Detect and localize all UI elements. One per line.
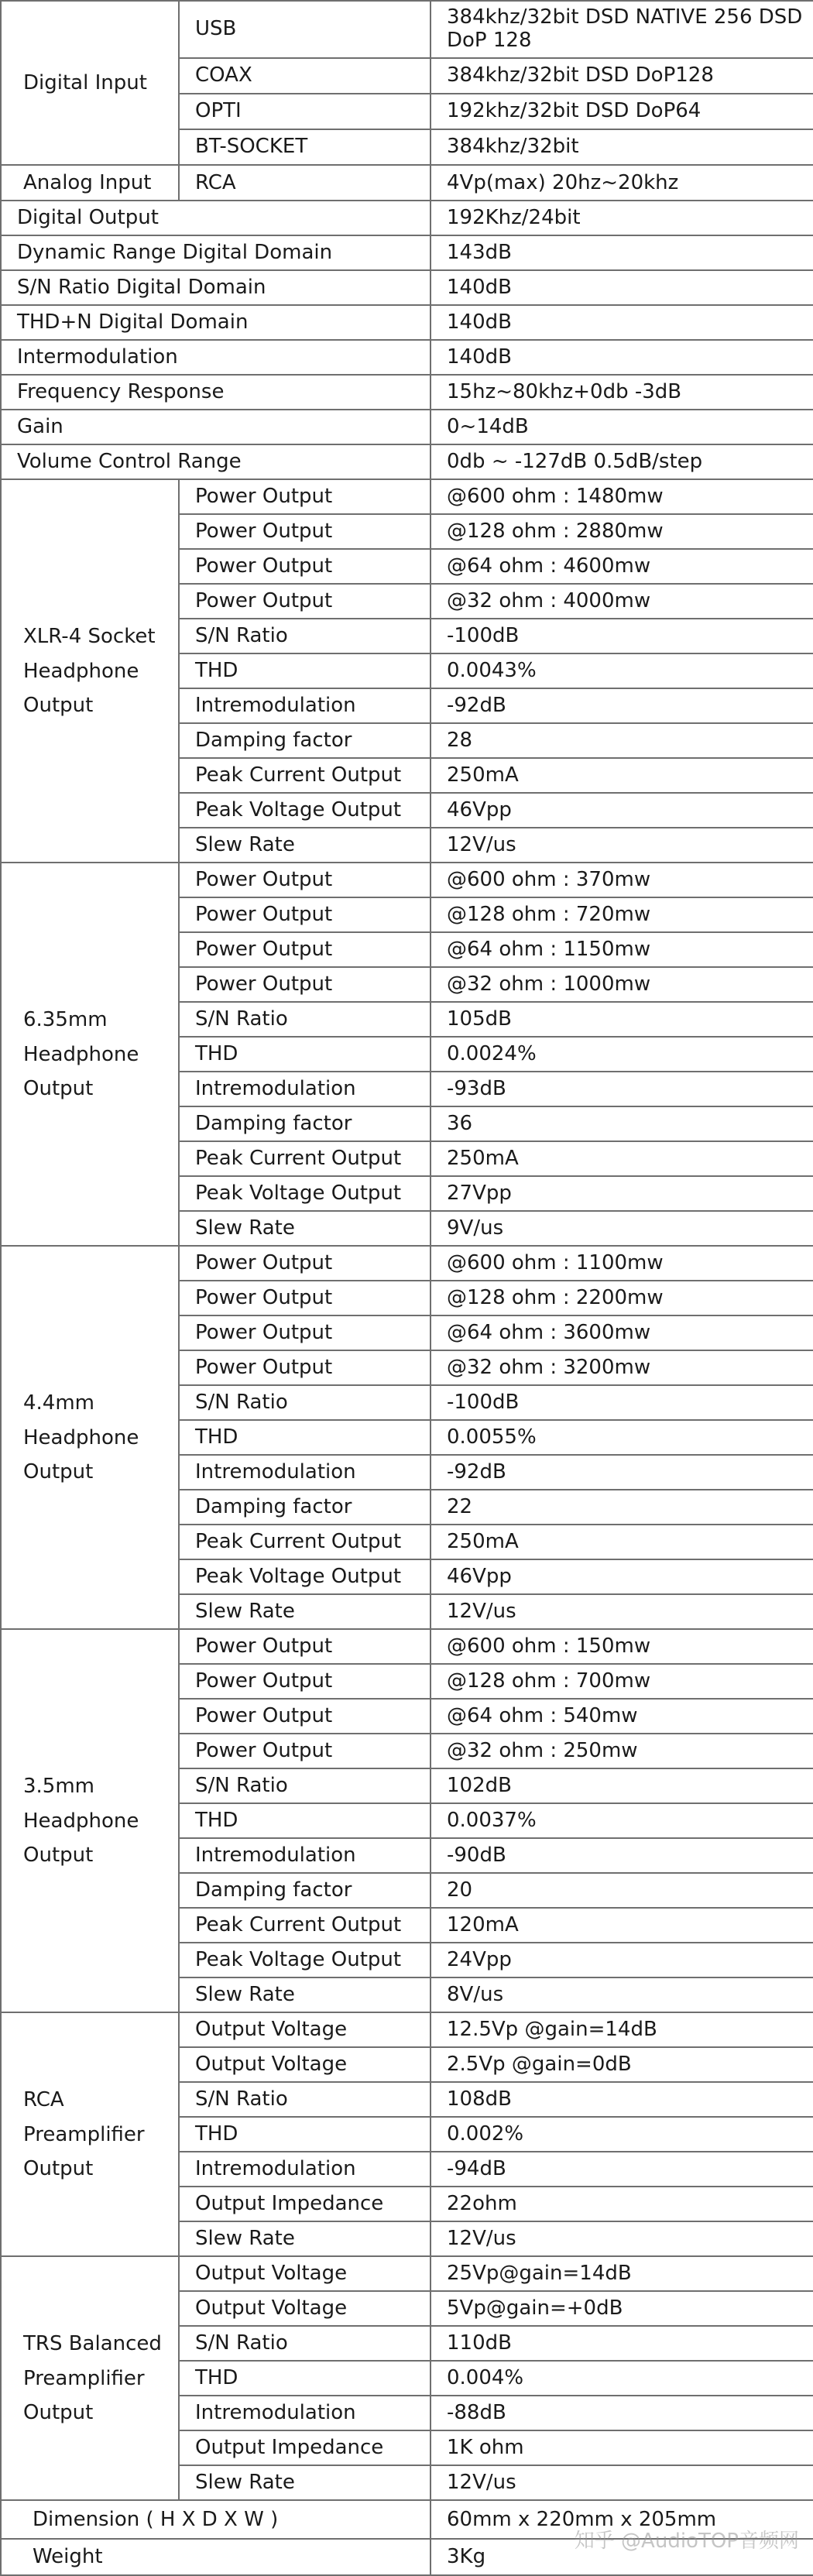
table-row xyxy=(1,375,813,410)
spec-value: -100dB xyxy=(431,619,813,653)
spec-value: 4Vp(max) 20hz~20khz xyxy=(431,165,813,201)
table-row xyxy=(1,165,813,201)
spec-value: 384khz/32bit DSD DoP128 xyxy=(431,58,813,94)
spec-value: @64 ohm : 3600mw xyxy=(431,1315,813,1350)
spec-name: BT-SOCKET xyxy=(179,129,431,165)
spec-name: Power Output xyxy=(179,1281,431,1315)
spec-value: 12V/us xyxy=(431,2465,813,2500)
spec-name: Power Output xyxy=(179,932,431,967)
spec-value: 25Vp@gain=14dB xyxy=(431,2256,813,2291)
table-row xyxy=(1,2539,813,2575)
spec-value: 384khz/32bit xyxy=(431,129,813,165)
spec-value: 0~14dB xyxy=(431,410,813,444)
spec-name: Power Output xyxy=(179,1664,431,1699)
spec-name: Power Output xyxy=(179,584,431,619)
spec-name: S/N Ratio xyxy=(179,2082,431,2117)
spec-value: 9V/us xyxy=(431,1211,813,1246)
spec-value: -88dB xyxy=(431,2396,813,2430)
spec-name: Output Impedance xyxy=(179,2430,431,2465)
table-row xyxy=(1,201,813,235)
spec-name: Intremodulation xyxy=(179,688,431,723)
spec-value: 250mA xyxy=(431,1141,813,1176)
spec-value: 15hz~80khz+0db -3dB xyxy=(431,375,813,410)
spec-name: Dimension ( H X D X W ) xyxy=(1,2500,431,2539)
spec-value: 12.5Vp @gain=14dB xyxy=(431,2012,813,2047)
spec-value: @128 ohm : 720mw xyxy=(431,897,813,932)
spec-value: @600 ohm : 370mw xyxy=(431,863,813,897)
group-label: XLR-4 Socket Headphone Output xyxy=(1,479,179,863)
table-row xyxy=(1,1629,813,1664)
spec-value: @128 ohm : 2880mw xyxy=(431,514,813,549)
spec-value: 1K ohm xyxy=(431,2430,813,2465)
spec-name: Power Output xyxy=(179,897,431,932)
spec-name: Peak Voltage Output xyxy=(179,1559,431,1594)
spec-name: Intermodulation xyxy=(1,340,431,375)
spec-value: @64 ohm : 4600mw xyxy=(431,549,813,584)
spec-name: Damping factor xyxy=(179,1873,431,1908)
spec-name: S/N Ratio xyxy=(179,1768,431,1803)
spec-name: Output Voltage xyxy=(179,2047,431,2082)
spec-value: @600 ohm : 1480mw xyxy=(431,479,813,514)
spec-name: THD xyxy=(179,1420,431,1455)
spec-value: 0.0024% xyxy=(431,1037,813,1072)
spec-value: 140dB xyxy=(431,340,813,375)
spec-name: Dynamic Range Digital Domain xyxy=(1,235,431,270)
spec-name: OPTI xyxy=(179,94,431,129)
spec-name: Power Output xyxy=(179,549,431,584)
spec-name: Damping factor xyxy=(179,723,431,758)
spec-name: THD xyxy=(179,1037,431,1072)
spec-name: Intremodulation xyxy=(179,2396,431,2430)
spec-value: 46Vpp xyxy=(431,793,813,828)
spec-value: @600 ohm : 150mw xyxy=(431,1629,813,1664)
spec-name: Slew Rate xyxy=(179,1594,431,1629)
spec-name: Power Output xyxy=(179,479,431,514)
spec-value: @128 ohm : 700mw xyxy=(431,1664,813,1699)
spec-name: Slew Rate xyxy=(179,1211,431,1246)
spec-value: 24Vpp xyxy=(431,1943,813,1977)
table-row xyxy=(1,235,813,270)
spec-value: 143dB xyxy=(431,235,813,270)
spec-value: 140dB xyxy=(431,270,813,305)
spec-value: @32 ohm : 250mw xyxy=(431,1734,813,1768)
spec-value: 0.0055% xyxy=(431,1420,813,1455)
spec-value: -100dB xyxy=(431,1385,813,1420)
spec-name: Slew Rate xyxy=(179,2465,431,2500)
spec-name: Power Output xyxy=(179,1246,431,1281)
spec-name: RCA xyxy=(179,165,431,201)
group-label: 3.5mm Headphone Output xyxy=(1,1629,179,2012)
spec-value: 12V/us xyxy=(431,1594,813,1629)
spec-value: 0.0043% xyxy=(431,653,813,688)
spec-name: Peak Voltage Output xyxy=(179,1943,431,1977)
table-row xyxy=(1,305,813,340)
table-row xyxy=(1,1,813,58)
spec-value: 46Vpp xyxy=(431,1559,813,1594)
spec-value: 105dB xyxy=(431,1002,813,1037)
spec-name: Intremodulation xyxy=(179,1455,431,1490)
spec-value: 192Khz/24bit xyxy=(431,201,813,235)
spec-value: 140dB xyxy=(431,305,813,340)
spec-value: 110dB xyxy=(431,2326,813,2361)
spec-value: 12V/us xyxy=(431,828,813,863)
spec-value: 20 xyxy=(431,1873,813,1908)
spec-value: 108dB xyxy=(431,2082,813,2117)
spec-name: THD xyxy=(179,1803,431,1838)
spec-value: 0.004% xyxy=(431,2361,813,2396)
spec-name: S/N Ratio xyxy=(179,619,431,653)
spec-name: Intremodulation xyxy=(179,1838,431,1873)
spec-value: @32 ohm : 4000mw xyxy=(431,584,813,619)
spec-value: -92dB xyxy=(431,688,813,723)
spec-name: Power Output xyxy=(179,863,431,897)
spec-name: Peak Current Output xyxy=(179,1908,431,1943)
spec-value: @64 ohm : 1150mw xyxy=(431,932,813,967)
table-row xyxy=(1,2012,813,2047)
spec-value: 22ohm xyxy=(431,2187,813,2221)
spec-value: 192khz/32bit DSD DoP64 xyxy=(431,94,813,129)
spec-name: Output Impedance xyxy=(179,2187,431,2221)
spec-value: 60mm x 220mm x 205mm xyxy=(431,2500,813,2539)
table-row xyxy=(1,479,813,514)
spec-name: Output Voltage xyxy=(179,2012,431,2047)
spec-name: USB xyxy=(179,1,431,58)
spec-value: 384khz/32bit DSD NATIVE 256 DSD DoP 128 xyxy=(431,1,813,58)
spec-value: @600 ohm : 1100mw xyxy=(431,1246,813,1281)
spec-name: Slew Rate xyxy=(179,1977,431,2012)
spec-name: S/N Ratio xyxy=(179,1002,431,1037)
spec-name: Volume Control Range xyxy=(1,444,431,479)
group-label: 4.4mm Headphone Output xyxy=(1,1246,179,1629)
spec-name: Peak Current Output xyxy=(179,1525,431,1559)
table-row xyxy=(1,2256,813,2291)
spec-name: Damping factor xyxy=(179,1106,431,1141)
spec-value: -94dB xyxy=(431,2152,813,2187)
spec-value: -92dB xyxy=(431,1455,813,1490)
spec-name: Slew Rate xyxy=(179,828,431,863)
spec-name: Power Output xyxy=(179,1699,431,1734)
spec-value: 22 xyxy=(431,1490,813,1525)
spec-name: Peak Voltage Output xyxy=(179,1176,431,1211)
spec-name: Peak Voltage Output xyxy=(179,793,431,828)
spec-name: Intremodulation xyxy=(179,2152,431,2187)
spec-name: Intremodulation xyxy=(179,1072,431,1106)
table-row xyxy=(1,1246,813,1281)
spec-name: Power Output xyxy=(179,1734,431,1768)
spec-name: Digital Output xyxy=(1,201,431,235)
table-row xyxy=(1,863,813,897)
spec-name: S/N Ratio xyxy=(179,2326,431,2361)
spec-name: Output Voltage xyxy=(179,2256,431,2291)
spec-name: THD xyxy=(179,653,431,688)
group-label: Analog Input xyxy=(1,165,179,201)
spec-name: Peak Current Output xyxy=(179,1141,431,1176)
spec-name: Power Output xyxy=(179,1629,431,1664)
spec-name: Frequency Response xyxy=(1,375,431,410)
spec-name: Output Voltage xyxy=(179,2291,431,2326)
spec-name: THD xyxy=(179,2361,431,2396)
group-label: RCA Preamplifier Output xyxy=(1,2012,179,2256)
spec-value: @64 ohm : 540mw xyxy=(431,1699,813,1734)
spec-value: 0.0037% xyxy=(431,1803,813,1838)
spec-name: S/N Ratio Digital Domain xyxy=(1,270,431,305)
spec-value: @128 ohm : 2200mw xyxy=(431,1281,813,1315)
spec-name: COAX xyxy=(179,58,431,94)
spec-name: THD xyxy=(179,2117,431,2152)
spec-value: 8V/us xyxy=(431,1977,813,2012)
spec-value: 12V/us xyxy=(431,2221,813,2256)
table-row xyxy=(1,444,813,479)
spec-name: THD+N Digital Domain xyxy=(1,305,431,340)
spec-value: 0.002% xyxy=(431,2117,813,2152)
group-label: TRS Balanced Preamplifier Output xyxy=(1,2256,179,2500)
spec-name: S/N Ratio xyxy=(179,1385,431,1420)
spec-name: Slew Rate xyxy=(179,2221,431,2256)
spec-value: 27Vpp xyxy=(431,1176,813,1211)
spec-value: @32 ohm : 1000mw xyxy=(431,967,813,1002)
spec-name: Power Output xyxy=(179,1350,431,1385)
spec-name: Weight xyxy=(1,2539,431,2575)
spec-value: 0db ~ -127dB 0.5dB/step xyxy=(431,444,813,479)
spec-value: 28 xyxy=(431,723,813,758)
spec-value: -93dB xyxy=(431,1072,813,1106)
watermark: 知乎 @AudioTOP音频网 xyxy=(574,2530,799,2553)
spec-name: Power Output xyxy=(179,967,431,1002)
spec-name: Gain xyxy=(1,410,431,444)
spec-value: -90dB xyxy=(431,1838,813,1873)
spec-name: Power Output xyxy=(179,1315,431,1350)
group-label: Digital Input xyxy=(1,1,179,165)
table-row xyxy=(1,2500,813,2539)
spec-value: @32 ohm : 3200mw xyxy=(431,1350,813,1385)
spec-value: 36 xyxy=(431,1106,813,1141)
table-row xyxy=(1,270,813,305)
table-row xyxy=(1,410,813,444)
spec-value: 250mA xyxy=(431,1525,813,1559)
table-row xyxy=(1,340,813,375)
spec-value: 2.5Vp @gain=0dB xyxy=(431,2047,813,2082)
spec-name: Power Output xyxy=(179,514,431,549)
group-label: 6.35mm Headphone Output xyxy=(1,863,179,1246)
spec-name: Damping factor xyxy=(179,1490,431,1525)
spec-value: 5Vp@gain=+0dB xyxy=(431,2291,813,2326)
spec-value: 120mA xyxy=(431,1908,813,1943)
spec-value: 250mA xyxy=(431,758,813,793)
spec-name: Peak Current Output xyxy=(179,758,431,793)
spec-value: 3Kg xyxy=(431,2539,813,2575)
spec-value: 102dB xyxy=(431,1768,813,1803)
